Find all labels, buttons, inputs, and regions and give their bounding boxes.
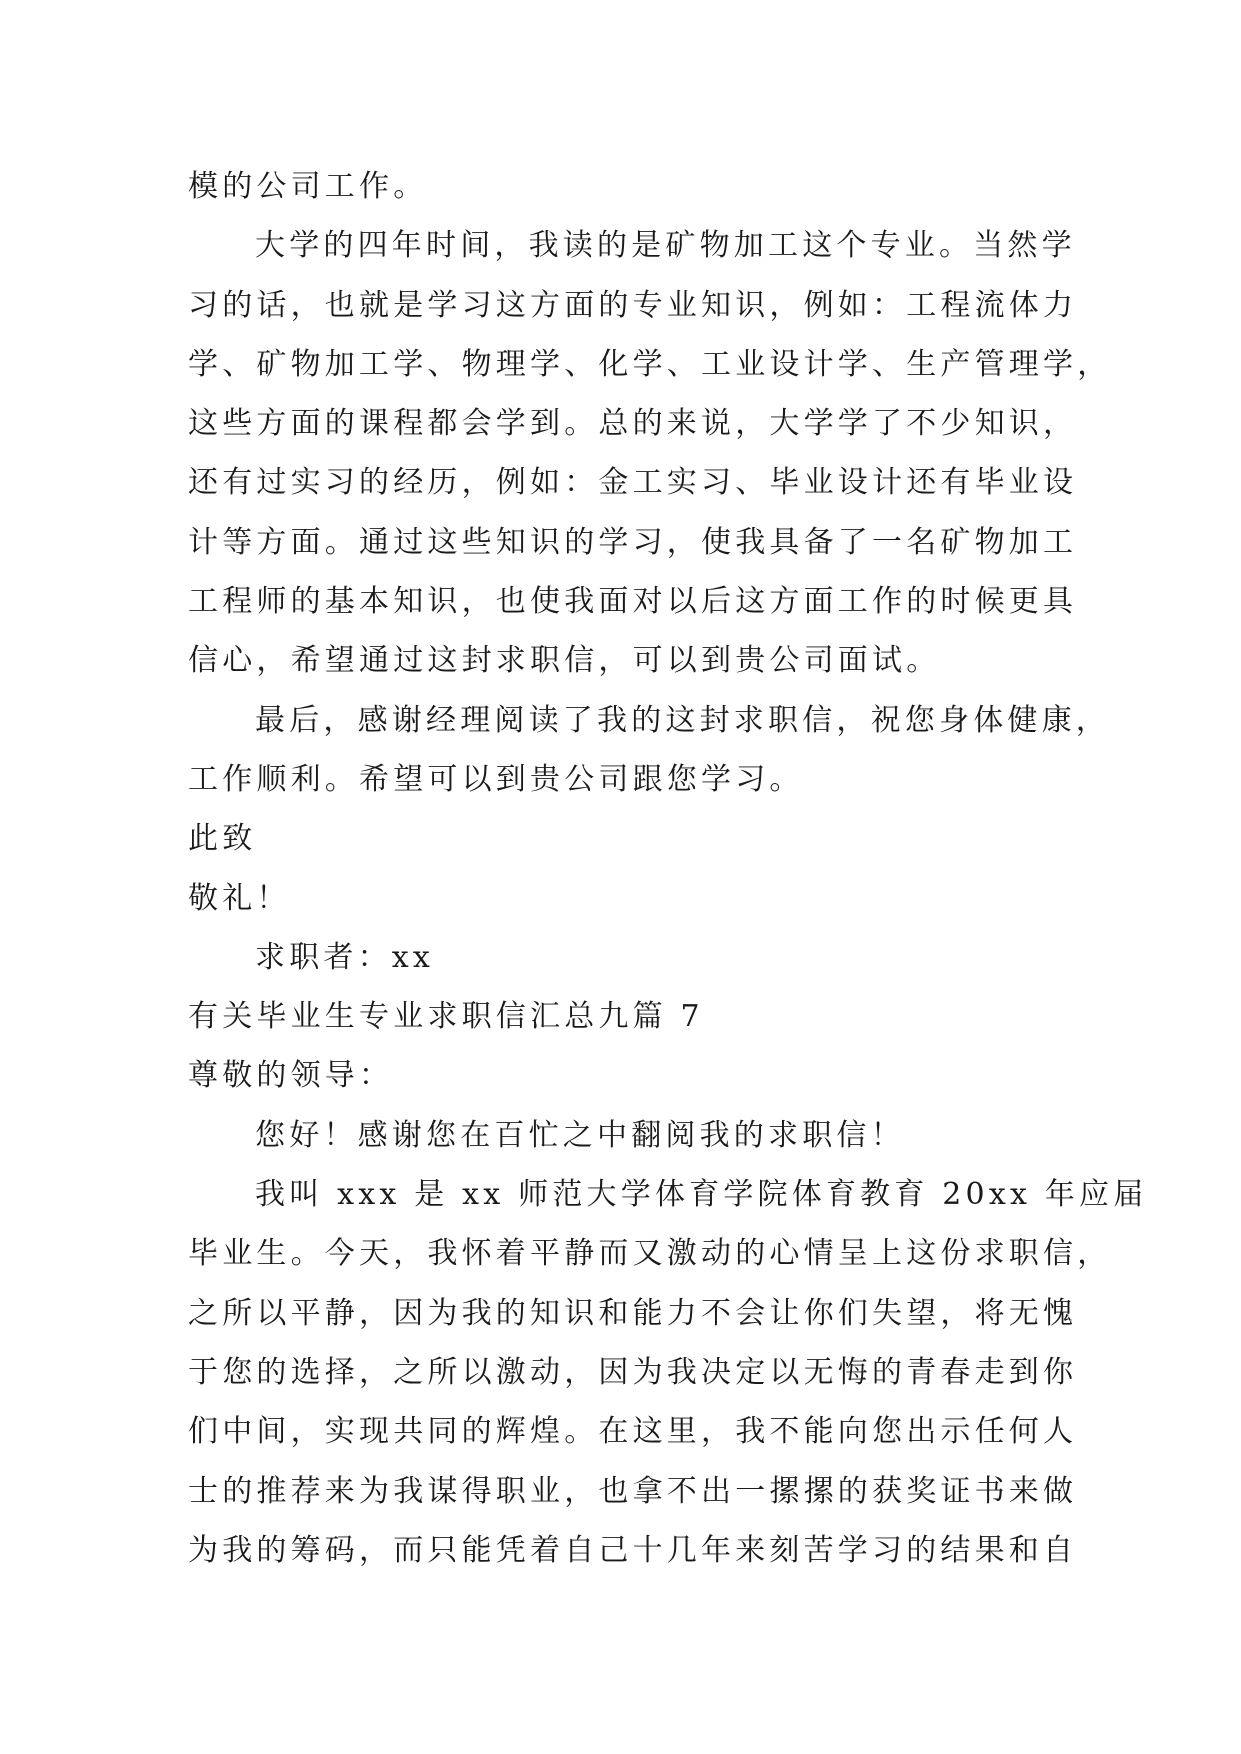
text-line: 模的公司工作。 [188,169,428,204]
letter-body [188,157,1148,1580]
text-line: 学、矿物加工学、物理学、化学、工业设计学、生产管理学， [188,346,1112,382]
closing-salutation: 此致 [188,821,257,857]
text-line: 士的推荐来为我谋得职业，也拿不出一摞摞的获奖证书来做 [188,1473,1078,1509]
paragraph-start-line: 您好！感谢您在百忙之中翻阅我的求职信！ [255,1117,905,1153]
text-line: 们中间，实现共同的辉煌。在这里，我不能向您出示任何人 [188,1414,1078,1450]
text-line: 工程师的基本知识，也使我面对以后这方面工作的时候更具 [188,584,1078,620]
text-line: 工作顺利。希望可以到贵公司跟您学习。 [188,761,804,797]
text-line: 于您的选择，之所以激动，因为我决定以无悔的青春走到你 [188,1354,1078,1390]
paragraph-start-line: 最后，感谢经理阅读了我的这封求职信，祝您身体健康， [255,702,1110,738]
text-line: 毕业生。今天，我怀着平静而又激动的心情呈上这份求职信， [188,1236,1112,1272]
signature-line: 求职者：xx [255,939,435,975]
paragraph-start-line: 大学的四年时间，我读的是矿物加工这个专业。当然学 [255,228,1076,264]
section-heading: 有关毕业生专业求职信汇总九篇 7 [188,999,704,1035]
text-line: 之所以平静，因为我的知识和能力不会让你们失望，将无愧 [188,1295,1078,1331]
text-line: 为我的筹码，而只能凭着自己十几年来刻苦学习的结果和自 [188,1532,1078,1568]
text-line: 计等方面。通过这些知识的学习，使我具备了一名矿物加工 [188,524,1078,560]
greeting: 尊敬的领导： [188,1058,394,1094]
text-line: 还有过实习的经历，例如：金工实习、毕业设计还有毕业设 [188,465,1078,501]
paragraph-start-line: 我叫 xxx 是 xx 师范大学体育学院体育教育 20xx 年应届 [255,1177,1148,1213]
closing-regards: 敬礼！ [188,880,291,916]
text-line: 信心，希望通过这封求职信，可以到贵公司面试。 [188,643,941,679]
text-line: 这些方面的课程都会学到。总的来说，大学学了不少知识， [188,406,1078,442]
text-line: 习的话，也就是学习这方面的专业知识，例如：工程流体力 [188,287,1078,323]
